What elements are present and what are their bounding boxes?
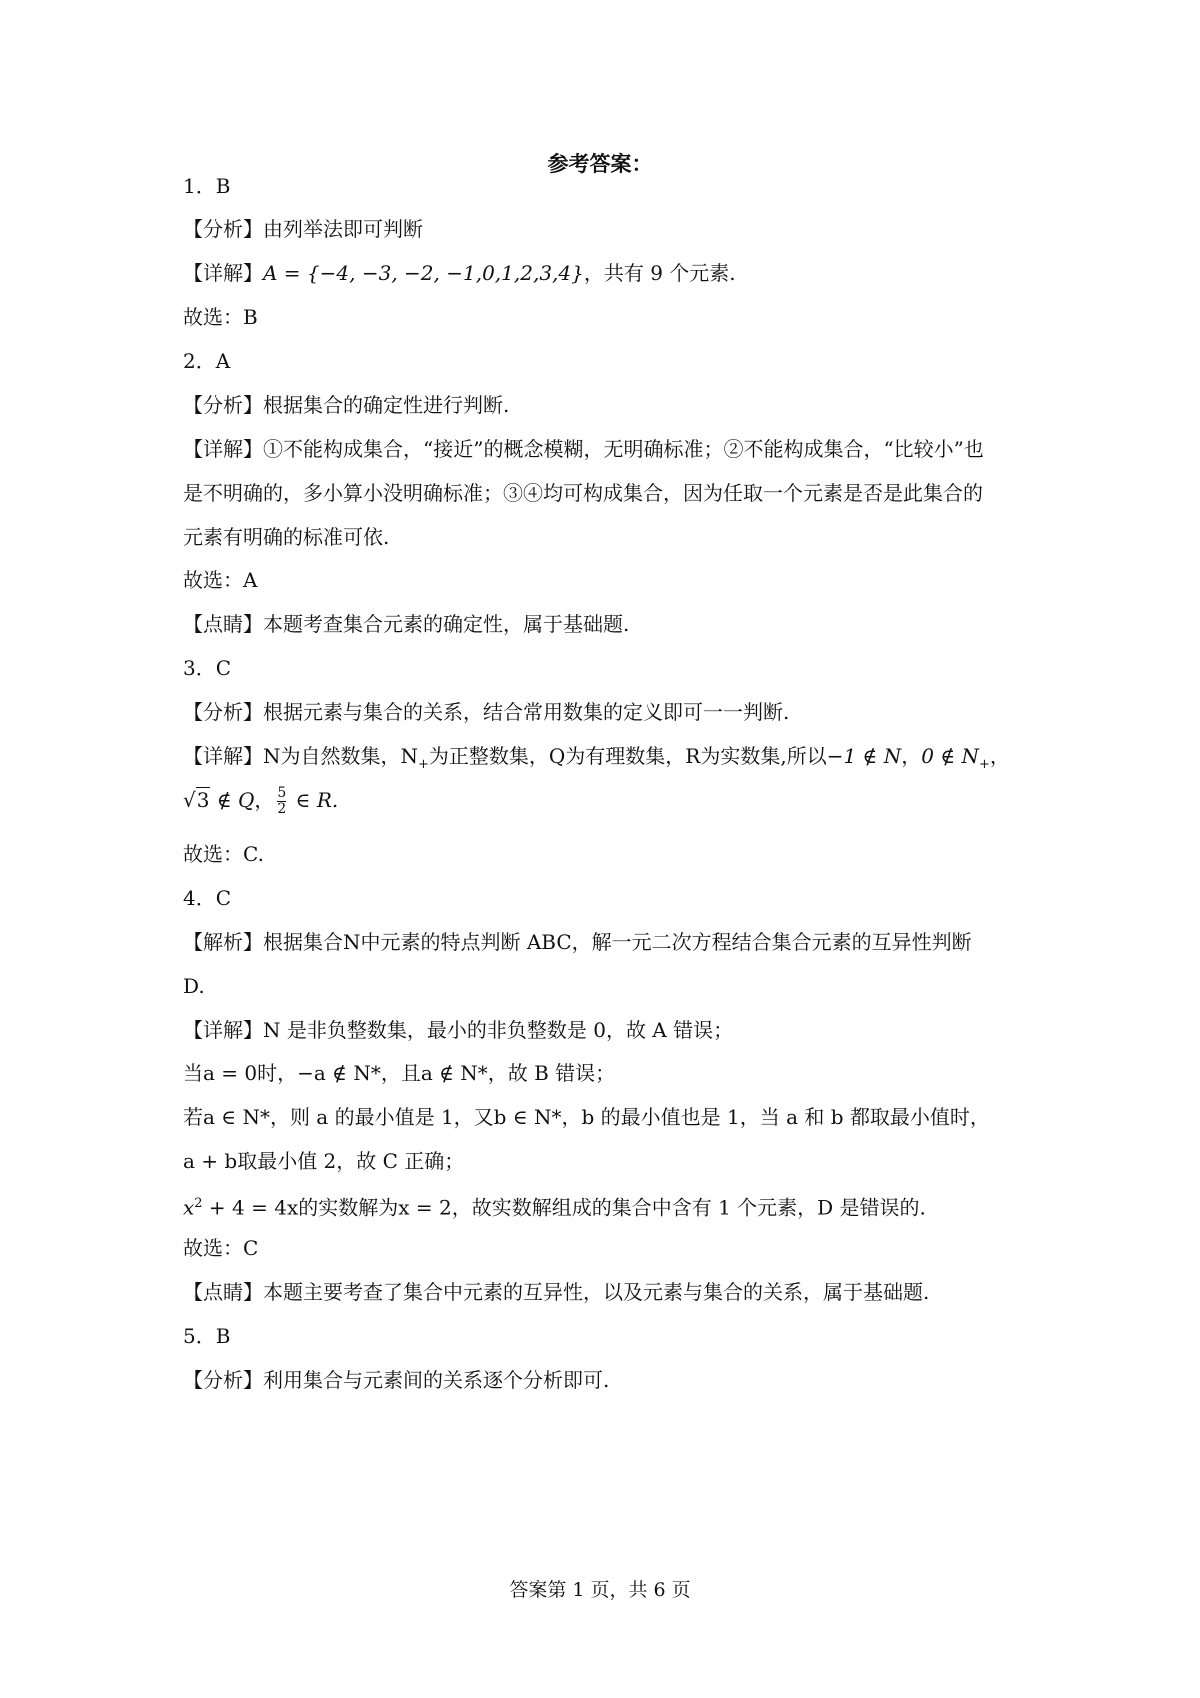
q3-detail-line1 — [183, 742, 1043, 779]
q4-detail-line2: 当a = 0时，−a ∉ N*，且a ∉ N*，故 B 错误； — [183, 1061, 616, 1085]
q3-frac-num: 5 — [277, 785, 287, 801]
q2-comment: 【点睛】本题考查集合元素的确定性，属于基础题. — [183, 612, 630, 636]
q3-analysis: 【分析】根据元素与集合的关系，结合常用数集的定义即可一一判断. — [183, 700, 790, 724]
q4-answer: 4．C — [183, 886, 232, 910]
q2-detail-line1: 【详解】①不能构成集合，“接近”的概念模糊，无明确标准；②不能构成集合，“比较小”也 — [183, 437, 984, 461]
q4-detail-line4: a + b取最小值 2，故 C 正确； — [183, 1149, 465, 1173]
q4-analysis-line1: 【解析】根据集合N中元素的特点判断 ABC，解一元二次方程结合集合元素的互异性判断 — [183, 930, 972, 954]
sqrt-symbol: √ — [183, 788, 196, 812]
q4-detail-line3: 若a ∈ N*，则 a 的最小值是 1，又b ∈ N*，b 的最小值也是 1，当 a 和 b 都取最小值时， — [183, 1105, 990, 1129]
q3-fraction — [277, 786, 286, 817]
page-title: 参考答案： — [547, 151, 653, 176]
q2-choice: 故选：A — [183, 568, 258, 592]
q2-analysis: 【分析】根据集合的确定性进行判断. — [183, 393, 510, 417]
q4-analysis-line2: D. — [183, 974, 205, 998]
q3-detail-m2: 0 ∉ N — [921, 744, 979, 768]
q3-line2-m2: ∈ R. — [289, 788, 339, 812]
q1-analysis: 【分析】由列举法即可判断 — [183, 217, 423, 241]
q3-line2-m1: ∉ Q — [210, 788, 255, 812]
q4-comment: 【点睛】本题主要考查了集合中元素的互异性，以及元素与集合的关系，属于基础题. — [183, 1280, 930, 1304]
q4-detail-line5 — [183, 1190, 1043, 1222]
q2-detail-line3: 元素有明确的标准可依. — [183, 525, 390, 549]
q3-frac-den: 2 — [277, 801, 287, 817]
q3-answer: 3．C — [183, 656, 232, 680]
q3-plus-sub: + — [418, 757, 429, 772]
q3-detail-a: 【详解】N为自然数集，N — [183, 744, 418, 768]
q4-choice: 故选：C — [183, 1236, 259, 1260]
q3-detail-line2 — [183, 786, 1043, 817]
q3-detail-sep: ， — [901, 744, 922, 768]
q2-answer: 2．A — [183, 349, 231, 373]
q3-detail-end: ， — [989, 744, 1010, 768]
q3-detail-b: 为正整数集，Q为有理数集，R为实数集,所以 — [428, 744, 827, 768]
q1-detail-label: 【详解】 — [183, 261, 263, 285]
q4-detail5-rest: + 4 = 4x的实数解为x = 2，故实数解组成的集合中含有 1 个元素，D 是错误的. — [202, 1195, 926, 1220]
q5-answer: 5．B — [183, 1324, 231, 1348]
q3-choice: 故选：C. — [183, 842, 264, 866]
q3-line2-sep: ， — [254, 788, 275, 812]
q1-choice: 故选：B — [183, 305, 258, 329]
q1-answer: 1．B — [183, 174, 231, 198]
q1-detail-text: ，共有 9 个元素. — [583, 261, 736, 285]
q4-detail5-x: x — [183, 1195, 195, 1220]
q2-detail-line2: 是不明确的，多小算小没明确标准；③④均可构成集合，因为任取一个元素是否是此集合的 — [183, 481, 983, 505]
q4-detail-line1: 【详解】N 是非负整数集，最小的非负整数是 0，故 A 错误； — [183, 1018, 734, 1042]
q4-detail5-sup: 2 — [194, 1196, 203, 1211]
q1-detail-set: A = {−4, −3, −2, −1,0,1,2,3,4} — [263, 261, 584, 285]
q3-plus-sub-2: + — [978, 757, 990, 772]
q3-sqrt-num: 3 — [196, 788, 210, 812]
q3-detail-m1: −1 ∉ N — [826, 744, 902, 768]
page-footer: 答案第 1 页，共 6 页 — [509, 1579, 691, 1601]
q1-detail — [183, 259, 1043, 287]
q5-analysis: 【分析】利用集合与元素间的关系逐个分析即可. — [183, 1368, 610, 1392]
